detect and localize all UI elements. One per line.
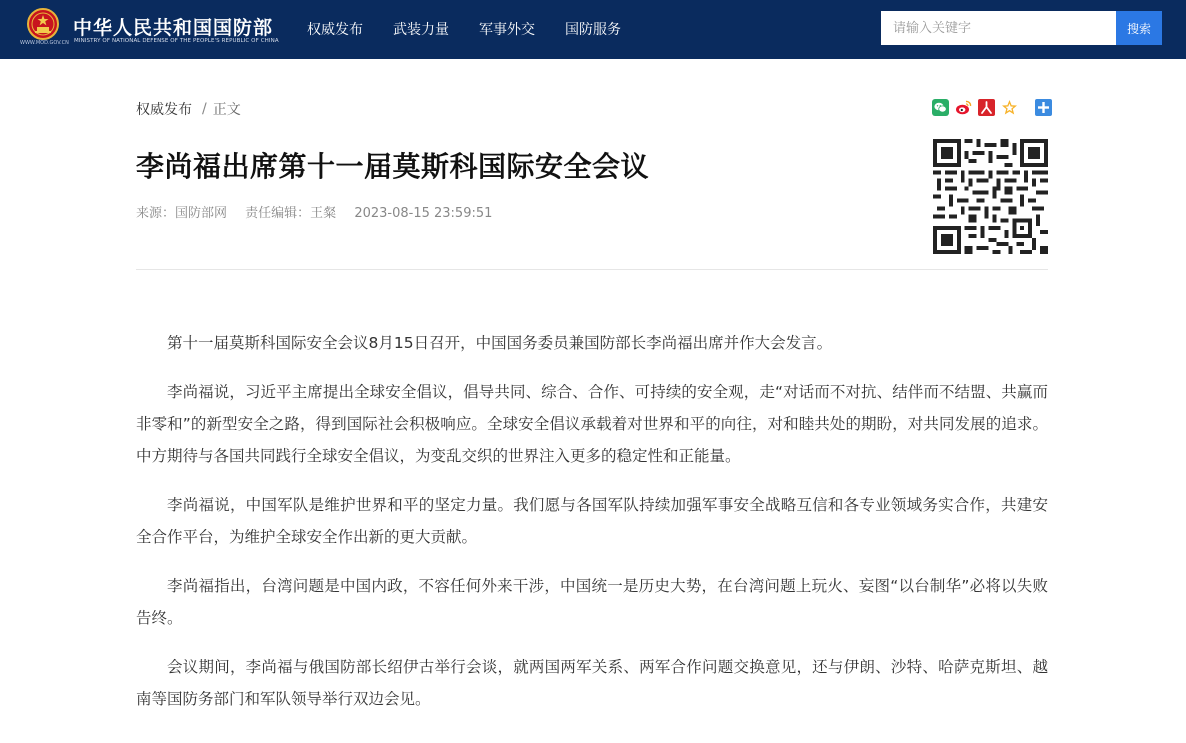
qr-code-image [933, 139, 1048, 254]
share-toolbar [932, 99, 1052, 116]
site-name[interactable]: 中华人民共和国国防部 [73, 17, 274, 39]
nav-item-defense-services[interactable]: 国防服务 [565, 22, 621, 38]
qzone-icon[interactable] [1001, 99, 1018, 116]
article-source: 来源：国防部网 [136, 206, 228, 221]
article-paragraph: 李尚福说，习近平主席提出全球安全倡议，倡导共同、综合、合作、可持续的安全观，走“对话而不对抗、结伴而不结盟、共赢而非零和”的新型安全之路，得到国际社会积极响应。全球安全倡议承载着对世界和平的向往，对和睦共处的期盼，对共同发展的追求。中方期待与各国共同践行全球安全倡议，为变乱交织的世界注入更多的稳定性和正能量。 [136, 383, 1048, 465]
article-meta [136, 202, 506, 221]
renren-icon[interactable] [978, 99, 995, 116]
nav-item-military-diplomacy[interactable]: 军事外交 [479, 22, 535, 38]
article-paragraph: 会议期间，李尚福与俄国防部长绍伊古举行会谈，就两国两军关系、两军合作问题交换意见，还与伊朗、沙特、哈萨克斯坦、越南等国防务部门和军队领导举行双边会见。 [136, 658, 1048, 708]
national-emblem-icon[interactable] [27, 8, 59, 40]
top-header-bar [0, 0, 1186, 59]
nav-item-authoritative-release[interactable]: 权威发布 [307, 22, 363, 38]
wechat-icon[interactable] [932, 99, 949, 116]
article-editor: 责任编辑：王粲 [245, 206, 337, 221]
more-share-icon[interactable] [1035, 99, 1052, 116]
weibo-icon[interactable] [955, 99, 972, 116]
search-input[interactable] [881, 11, 1116, 45]
site-name-english: MINISTRY OF NATIONAL DEFENSE OF THE PEOPLE'S REPUBLIC OF CHINA [74, 38, 279, 44]
breadcrumb-parent-link[interactable]: 权威发布 [136, 102, 192, 118]
site-domain-label: WWW.MOD.GOV.CN [20, 40, 69, 46]
article-paragraph: 李尚福说，中国军队是维护世界和平的坚定力量。我们愿与各国军队持续加强军事安全战略互信和各专业领域务实合作，共建安全合作平台，为维护全球安全作出新的更大贡献。 [136, 496, 1048, 546]
article-datetime: 2023-08-15 23:59:51 [354, 206, 493, 221]
breadcrumb-separator: / [202, 101, 207, 117]
article-body [136, 327, 1048, 732]
title-divider [136, 269, 1048, 270]
article-paragraph: 李尚福指出，台湾问题是中国内政，不容任何外来干涉，中国统一是历史大势，在台湾问题上玩火、妄图“以台制华”必将以失败告终。 [136, 577, 1048, 627]
main-nav [307, 19, 651, 39]
search-button[interactable]: 搜索 [1116, 11, 1162, 45]
breadcrumb [136, 99, 241, 119]
article-title: 李尚福出席第十一届莫斯科国际安全会议 [136, 150, 650, 183]
article-paragraph: 第十一届莫斯科国际安全会议8月15日召开，中国国务委员兼国防部长李尚福出席并作大会发言。 [167, 334, 833, 352]
nav-item-armed-forces[interactable]: 武装力量 [393, 22, 449, 38]
breadcrumb-current: 正文 [212, 102, 241, 118]
